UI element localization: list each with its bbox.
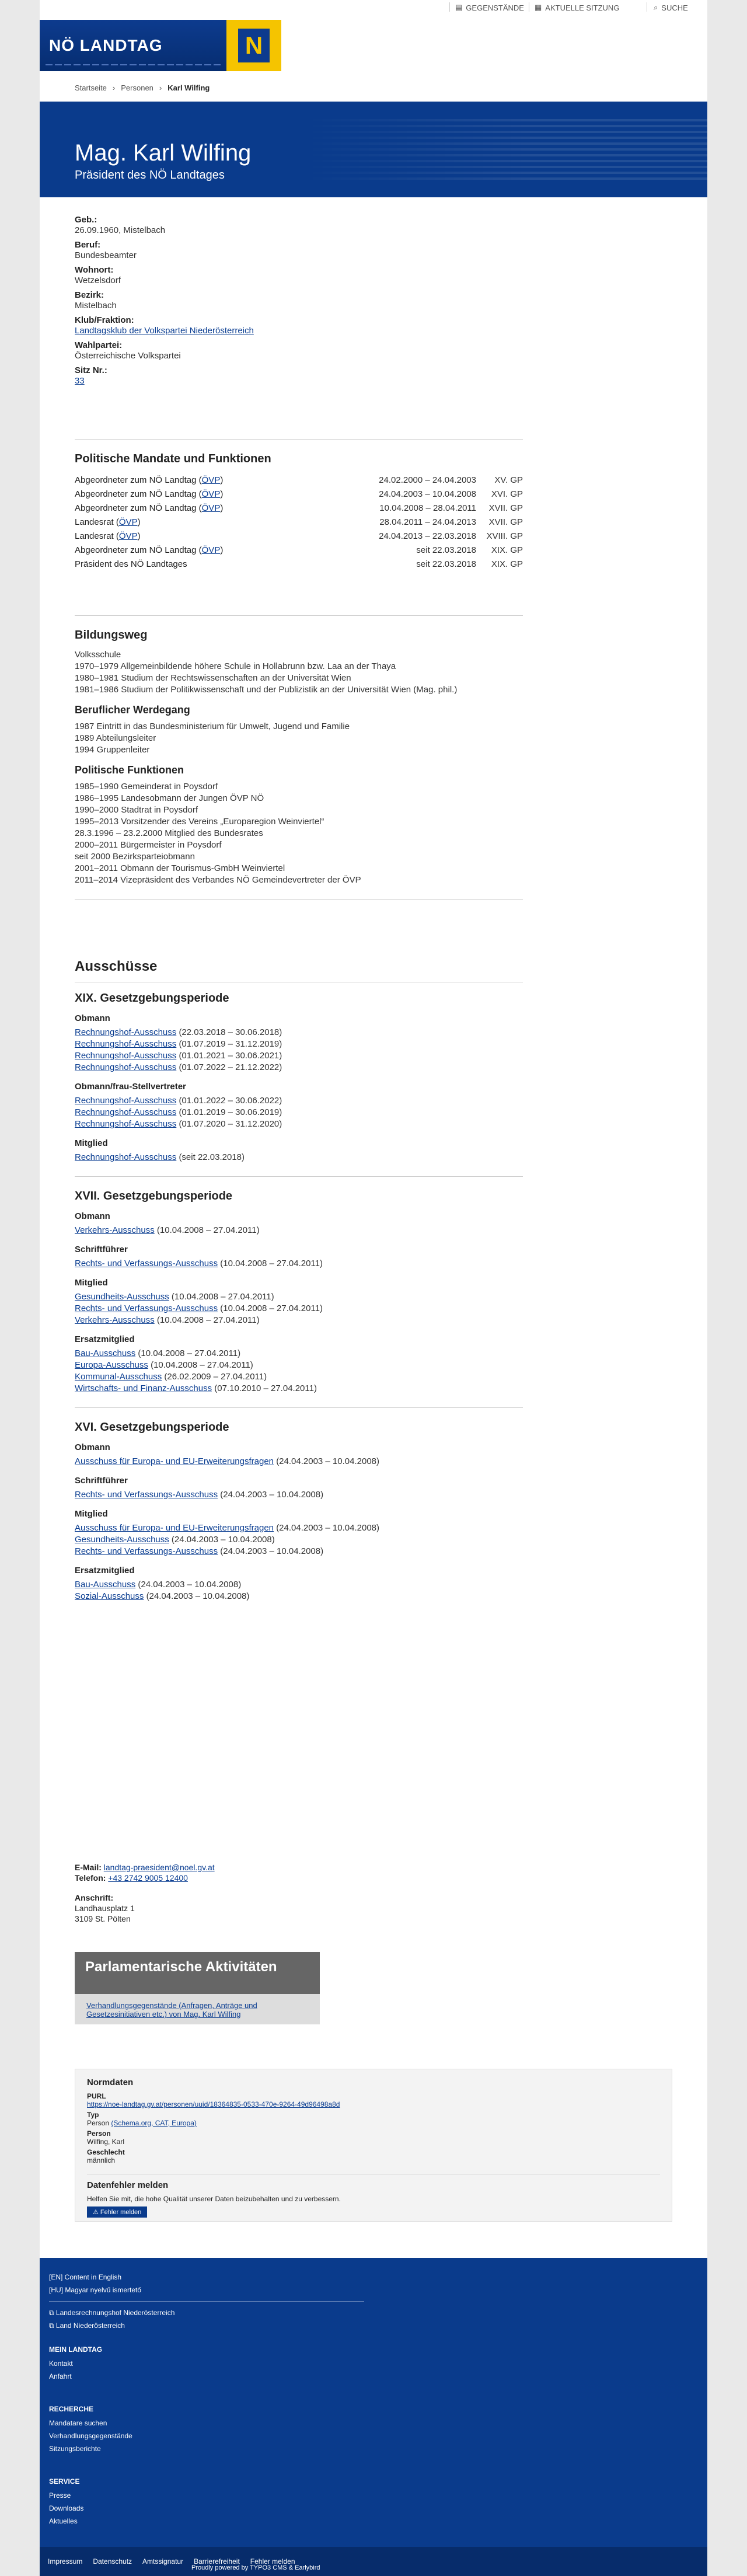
- type-label: Typ: [87, 2111, 99, 2119]
- type-value: Person: [87, 2119, 110, 2127]
- district-value: Mistelbach: [75, 301, 117, 311]
- birth-label: Geb.:: [75, 215, 97, 225]
- education-item: 1981–1986 Studium der Politikwissenschaft und der Publizistik an der Universität Wien (Mag. phil.): [75, 685, 458, 695]
- committee-entry: [75, 1383, 523, 1395]
- person-label: Person: [87, 2129, 111, 2138]
- residence-value: Wetzelsdorf: [75, 276, 121, 285]
- committee-entry: [75, 1579, 523, 1591]
- political-item: 1990–2000 Stadtrat in Poysdorf: [75, 805, 198, 815]
- util-gegenstaende[interactable]: [455, 2, 524, 13]
- committee-link[interactable]: Verkehrs-Ausschuss: [75, 1225, 155, 1235]
- committee-period: [75, 992, 523, 1177]
- committee-link[interactable]: Sozial-Ausschuss: [75, 1591, 144, 1601]
- committee-dates: (seit 22.03.2018): [179, 1152, 245, 1162]
- mandate-gp: XVIII. GP: [486, 531, 523, 541]
- page-subtitle: Präsident des NÖ Landtages: [75, 169, 225, 182]
- mandate-function: Abgeordneter zum NÖ Landtag (ÖVP): [75, 545, 224, 555]
- committee-entry: [75, 1591, 523, 1602]
- search-icon: ⌕: [654, 3, 658, 12]
- committee-dates: (24.04.2003 – 10.04.2008): [171, 1535, 275, 1545]
- committee-period-title: XVI. Gesetzgebungsperiode: [75, 1421, 229, 1434]
- mandate-dates: 24.04.2003 – 10.04.2008: [379, 489, 476, 499]
- person-value: Wilfing, Karl: [87, 2138, 125, 2146]
- chevron-right-icon: ›: [112, 83, 116, 92]
- committee-entry: [75, 1118, 523, 1130]
- committee-role: Obmann: [75, 1211, 110, 1221]
- contact-block: [75, 1862, 425, 1924]
- committee-periods: [75, 992, 523, 1602]
- mandate-gp: XVII. GP: [488, 517, 523, 527]
- committee-dates: (24.04.2003 – 10.04.2008): [276, 1456, 380, 1466]
- committee-dates: (10.04.2008 – 27.04.2011): [156, 1225, 260, 1235]
- committee-dates: (26.02.2009 – 27.04.2011): [164, 1372, 267, 1382]
- party-value: Österreichische Volkspartei: [75, 351, 181, 361]
- mandate-row: [75, 529, 523, 543]
- footer-link-lrh-label: Landesrechnungshof Niederösterreich: [55, 2309, 175, 2317]
- divider: [75, 439, 523, 440]
- committee-role: Mitglied: [75, 1509, 108, 1519]
- hero-stripes: [299, 119, 707, 183]
- committee-entry: [75, 1095, 523, 1107]
- mandate-row: [75, 487, 523, 501]
- logo-n-icon: N: [238, 29, 270, 62]
- divider: [75, 1176, 523, 1177]
- mandate-function-label: Landesrat: [75, 531, 114, 541]
- mandate-dates: seit 22.03.2018: [416, 545, 476, 555]
- committee-entry: [75, 1348, 523, 1360]
- logo-wordmark: NÖ LANDTAG: [40, 20, 226, 71]
- mandate-function: Landesrat (ÖVP): [75, 517, 141, 527]
- document-icon: ▤: [455, 3, 463, 12]
- footer-heading-recherche: RECHERCHE: [49, 2405, 94, 2413]
- committee-role: Mitglied: [75, 1138, 108, 1148]
- committee-entry: [75, 1050, 523, 1062]
- footer-aktuelles[interactable]: Aktuelles: [49, 2517, 78, 2525]
- committee-role: Ersatzmitglied: [75, 1566, 135, 1575]
- committee-dates: (07.10.2010 – 27.04.2011): [214, 1383, 317, 1393]
- committee-link[interactable]: Rechnungshof-Ausschuss: [75, 1039, 177, 1049]
- report-error-text: Helfen Sie mit, die hohe Qualität unserer Daten beizubehalten und zu verbessern.: [87, 2195, 341, 2203]
- committee-period: [75, 1421, 523, 1602]
- career-item: 1989 Abteilungsleiter: [75, 733, 156, 743]
- footer-powered: Proudly powered by TYPO3 CMS & Earlybird: [191, 2564, 320, 2571]
- address-line2: 3109 St. Pölten: [75, 1914, 131, 1923]
- footer-bottom-bar: [40, 2547, 707, 2576]
- footer-presse[interactable]: Presse: [49, 2491, 71, 2500]
- purl-link[interactable]: https://noe-landtag.gv.at/personen/uuid/18364835-0533-470e-9264-49d96498a8d: [87, 2100, 340, 2108]
- committee-link[interactable]: Ausschuss für Europa- und EU-Erweiterungsfragen: [75, 1456, 274, 1466]
- mandate-party-link[interactable]: ÖVP: [201, 489, 221, 499]
- mandate-gp: XV. GP: [494, 475, 523, 485]
- seat-link[interactable]: 33: [75, 376, 85, 386]
- political-item: 28.3.1996 – 23.2.2000 Mitglied des Bundesrates: [75, 828, 263, 838]
- mandate-gp: XVI. GP: [491, 489, 523, 499]
- mandate-dates: 28.04.2011 – 24.04.2013: [379, 517, 476, 527]
- breadcrumb-personen[interactable]: Personen: [121, 83, 153, 92]
- job-label: Beruf:: [75, 240, 101, 250]
- normdata-box: [75, 2069, 672, 2222]
- divider: [49, 2301, 364, 2302]
- committee-link[interactable]: Rechts- und Verfassungs-Ausschuss: [75, 1259, 218, 1268]
- mandate-row: [75, 473, 523, 487]
- mandate-dates: seit 22.03.2018: [416, 559, 476, 569]
- career-heading: Beruflicher Werdegang: [75, 704, 190, 716]
- footer-sitzungsberichte[interactable]: Sitzungsberichte: [49, 2445, 101, 2453]
- mandate-function-label: Abgeordneter zum NÖ Landtag: [75, 503, 197, 513]
- footer-barrierefreiheit[interactable]: Barrierefreiheit: [194, 2557, 240, 2565]
- divider: [75, 899, 523, 900]
- birth-value: 26.09.1960, Mistelbach: [75, 225, 166, 235]
- address-line1: Landhausplatz 1: [75, 1904, 135, 1913]
- committee-role: Mitglied: [75, 1278, 108, 1288]
- committee-entry: [75, 1107, 523, 1118]
- footer-lang-en[interactable]: [EN] Content in English: [49, 2273, 122, 2281]
- committee-link[interactable]: Rechts- und Verfassungs-Ausschuss: [75, 1546, 218, 1556]
- warning-icon: ⚠: [93, 2209, 100, 2216]
- util-suche-label: SUCHE: [661, 3, 688, 12]
- committee-dates: (10.04.2008 – 27.04.2011): [151, 1360, 253, 1370]
- political-item: 1985–1990 Gemeinderat in Poysdorf: [75, 782, 218, 792]
- political-heading: Politische Funktionen: [75, 764, 184, 776]
- parl-activity-link[interactable]: Verhandlungsgegenstände (Anfragen, Anträge und Gesetzesinitiativen etc.) von Mag. Karl Wilfing: [86, 2001, 257, 2019]
- committee-role: Obmann: [75, 1442, 110, 1452]
- email-label: E-Mail:: [75, 1863, 102, 1872]
- gender-label: Geschlecht: [87, 2148, 125, 2156]
- committee-dates: (10.04.2008 – 27.04.2011): [220, 1259, 323, 1268]
- external-link-icon: ⧉: [49, 2321, 56, 2330]
- committee-entry: [75, 1062, 523, 1073]
- footer-anfahrt[interactable]: Anfahrt: [49, 2372, 72, 2380]
- profile-details: [75, 215, 523, 387]
- footer-heading-mein-landtag: MEIN LANDTAG: [49, 2345, 103, 2354]
- job-value: Bundesbeamter: [75, 250, 137, 260]
- hero-banner: [40, 102, 707, 197]
- mandate-row: [75, 557, 523, 571]
- club-link[interactable]: Landtagsklub der Volkspartei Niederösterreich: [75, 326, 254, 336]
- committee-link[interactable]: Europa-Ausschuss: [75, 1360, 148, 1370]
- committee-dates: (01.07.2019 – 31.12.2019): [179, 1039, 282, 1049]
- committee-entry: [75, 1303, 523, 1315]
- mandate-dates: 10.04.2008 – 28.04.2011: [379, 503, 476, 513]
- career-list: [75, 721, 523, 756]
- committee-entry: [75, 1315, 523, 1326]
- footer-downloads[interactable]: Downloads: [49, 2504, 84, 2512]
- political-item: 1986–1995 Landesobmann der Jungen ÖVP NÖ: [75, 793, 264, 803]
- mandate-function: Abgeordneter zum NÖ Landtag (ÖVP): [75, 475, 224, 485]
- logo-badge: [226, 20, 281, 71]
- email-link[interactable]: landtag-praesident@noel.gv.at: [103, 1863, 215, 1872]
- committee-dates: (01.01.2022 – 30.06.2022): [179, 1096, 282, 1106]
- committee-dates: (01.01.2021 – 30.06.2021): [179, 1051, 282, 1061]
- committee-dates: (10.04.2008 – 27.04.2011): [220, 1303, 323, 1313]
- breadcrumb-current: Karl Wilfing: [167, 83, 210, 92]
- committee-link[interactable]: Rechnungshof-Ausschuss: [75, 1051, 177, 1061]
- mandates-section: [75, 439, 523, 571]
- committee-link[interactable]: Rechnungshof-Ausschuss: [75, 1062, 177, 1072]
- external-link-icon: ⧉: [49, 2309, 56, 2317]
- report-error-button[interactable]: [87, 2206, 147, 2218]
- committee-entry: [75, 1546, 523, 1557]
- footer-impressum[interactable]: Impressum: [48, 2557, 83, 2565]
- education-list: [75, 649, 523, 696]
- committee-dates: (24.04.2003 – 10.04.2008): [276, 1523, 380, 1533]
- committee-link[interactable]: Rechts- und Verfassungs-Ausschuss: [75, 1490, 218, 1500]
- mandate-party-link[interactable]: ÖVP: [201, 545, 221, 555]
- committee-link[interactable]: Rechnungshof-Ausschuss: [75, 1119, 177, 1129]
- mandate-dates: 24.02.2000 – 24.04.2003: [379, 475, 476, 485]
- committee-dates: (24.04.2003 – 10.04.2008): [220, 1546, 324, 1556]
- breadcrumb: [75, 82, 210, 93]
- career-item: 1994 Gruppenleiter: [75, 745, 150, 755]
- committee-entry: [75, 1522, 523, 1534]
- divider: [75, 615, 523, 616]
- mandate-function: Abgeordneter zum NÖ Landtag (ÖVP): [75, 503, 224, 513]
- committee-link[interactable]: Rechts- und Verfassungs-Ausschuss: [75, 1303, 218, 1313]
- committee-role: Schriftführer: [75, 1476, 128, 1486]
- mandate-party-link[interactable]: ÖVP: [118, 517, 138, 527]
- mandate-function-label: Abgeordneter zum NÖ Landtag: [75, 545, 197, 555]
- education-item: Volksschule: [75, 650, 121, 660]
- committee-link[interactable]: Bau-Ausschuss: [75, 1580, 136, 1589]
- committee-dates: (01.01.2019 – 30.06.2019): [179, 1107, 282, 1117]
- committee-entry: [75, 1225, 523, 1236]
- mandate-function: [75, 559, 330, 569]
- mandate-dates: 24.04.2013 – 22.03.2018: [379, 531, 476, 541]
- committee-link[interactable]: Gesundheits-Ausschuss: [75, 1292, 169, 1302]
- phone-link[interactable]: +43 2742 9005 12400: [108, 1873, 188, 1883]
- committee-entry: [75, 1027, 523, 1038]
- report-error-heading: Datenfehler melden: [87, 2180, 169, 2190]
- committee-dates: (01.07.2022 – 21.12.2022): [179, 1062, 282, 1072]
- mandate-party-link[interactable]: ÖVP: [201, 503, 221, 513]
- committee-entry: [75, 1291, 523, 1303]
- committees-heading: Ausschüsse: [75, 958, 158, 974]
- mandate-function-label: Landesrat: [75, 517, 114, 527]
- footer-heading-service: SERVICE: [49, 2477, 80, 2486]
- mandate-function: Abgeordneter zum NÖ Landtag (ÖVP): [75, 489, 224, 499]
- career-item: 1987 Eintritt in das Bundesministerium für Umwelt, Jugend und Familie: [75, 721, 350, 731]
- committee-entry: [75, 1534, 523, 1546]
- footer-mandatare[interactable]: Mandatare suchen: [49, 2419, 107, 2427]
- footer-link-land-label: Land Niederösterreich: [55, 2321, 125, 2330]
- district-label: Bezirk:: [75, 290, 104, 300]
- club-label: Klub/Fraktion:: [75, 315, 134, 325]
- mandate-row: [75, 543, 523, 557]
- residence-label: Wohnort:: [75, 265, 114, 275]
- committee-entry: [75, 1360, 523, 1371]
- committee-entry: [75, 1456, 523, 1467]
- committee-link[interactable]: Rechnungshof-Ausschuss: [75, 1152, 177, 1162]
- gender-value: männlich: [87, 2156, 116, 2164]
- footer-lang-hu[interactable]: [HU] Magyar nyelvű ismertető: [49, 2286, 142, 2294]
- committee-dates: (24.04.2003 – 10.04.2008): [146, 1591, 250, 1601]
- address-label: Anschrift:: [75, 1893, 114, 1902]
- util-aktuelle-sitzung-label: AKTUELLE SITZUNG: [545, 3, 620, 12]
- report-error-section: [87, 2174, 660, 2218]
- committee-link[interactable]: Wirtschafts- und Finanz-Ausschuss: [75, 1383, 212, 1393]
- footer-amtssignatur[interactable]: Amtssignatur: [142, 2557, 184, 2565]
- committee-role: Ersatzmitglied: [75, 1334, 135, 1344]
- political-item: 2011–2014 Vizepräsident des Verbandes NÖ Gemeindevertreter der ÖVP: [75, 875, 361, 885]
- mandate-function: Landesrat (ÖVP): [75, 531, 141, 541]
- committee-entry: [75, 1258, 523, 1270]
- committee-dates: (10.04.2008 – 27.04.2011): [138, 1348, 241, 1358]
- breadcrumb-home[interactable]: Startseite: [75, 83, 107, 92]
- purl-label: PURL: [87, 2092, 106, 2100]
- committee-link[interactable]: Bau-Ausschuss: [75, 1348, 136, 1358]
- divider: [75, 1407, 523, 1408]
- mandate-party-link[interactable]: ÖVP: [118, 531, 138, 541]
- committee-link[interactable]: Gesundheits-Ausschuss: [75, 1535, 169, 1545]
- committee-entry: [75, 1489, 523, 1501]
- chevron-right-icon: ›: [159, 83, 162, 92]
- page-title: Mag. Karl Wilfing: [75, 140, 252, 166]
- political-item: 2001–2011 Obmann der Tourismus-GmbH Weinviertel: [75, 863, 285, 873]
- footer-link-land[interactable]: [49, 2319, 364, 2332]
- committee-role: Schriftführer: [75, 1245, 128, 1254]
- education-item: 1980–1981 Studium der Rechtswissenschaften an der Universität Wien: [75, 673, 351, 683]
- committee-period-title: XVII. Gesetzgebungsperiode: [75, 1190, 233, 1202]
- mandate-party-link[interactable]: ÖVP: [201, 475, 221, 485]
- mandates-table: [75, 473, 523, 571]
- mandate-function-label: Präsident des NÖ Landtages: [75, 559, 187, 569]
- parl-activity-box: [75, 1952, 320, 2024]
- seat-label: Sitz Nr.:: [75, 365, 107, 375]
- mandate-row: [75, 515, 523, 529]
- education-item: 1970–1979 Allgemeinbildende höhere Schule in Hollabrunn bzw. Laa an der Thaya: [75, 661, 396, 671]
- parl-activity-heading: Parlamentarische Aktivitäten: [75, 1952, 320, 1994]
- normdata-heading: Normdaten: [87, 2077, 134, 2087]
- committee-link[interactable]: Rechnungshof-Ausschuss: [75, 1096, 177, 1106]
- party-label: Wahlpartei:: [75, 340, 123, 350]
- committee-entry: [75, 1038, 523, 1050]
- mandate-gp: XVII. GP: [488, 503, 523, 513]
- committee-role: Obmann/frau-Stellvertreter: [75, 1082, 186, 1092]
- political-item: 1995–2013 Vorsitzender des Vereins „Europaregion Weinviertel“: [75, 817, 324, 827]
- committee-period: [75, 1190, 523, 1408]
- committee-link[interactable]: Rechnungshof-Ausschuss: [75, 1027, 177, 1037]
- phone-label: Telefon:: [75, 1873, 106, 1883]
- site-logo[interactable]: [40, 20, 281, 71]
- site-footer: [40, 2258, 707, 2576]
- page: [40, 0, 707, 2576]
- committee-link[interactable]: Rechnungshof-Ausschuss: [75, 1107, 177, 1117]
- mandate-gp: XIX. GP: [491, 545, 523, 555]
- committee-link[interactable]: Ausschuss für Europa- und EU-Erweiterungsfragen: [75, 1523, 274, 1533]
- mandate-function-label: Abgeordneter zum NÖ Landtag: [75, 475, 197, 485]
- committee-dates: (01.07.2020 – 31.12.2020): [179, 1119, 282, 1129]
- committee-entry: [75, 1152, 523, 1163]
- political-item: seit 2000 Bezirksparteiobmann: [75, 852, 195, 862]
- committees-section: [75, 958, 523, 1602]
- committee-dates: (22.03.2018 – 30.06.2018): [179, 1027, 282, 1037]
- bio-sections: [75, 615, 523, 912]
- committee-dates: (24.04.2003 – 10.04.2008): [138, 1580, 242, 1589]
- political-list: [75, 781, 523, 886]
- political-item: 2000–2011 Bürgermeister in Poysdorf: [75, 840, 222, 850]
- footer-kontakt[interactable]: Kontakt: [49, 2359, 73, 2368]
- committee-entry: [75, 1371, 523, 1383]
- footer-datenschutz[interactable]: Datenschutz: [93, 2557, 132, 2565]
- committee-link[interactable]: Kommunal-Ausschuss: [75, 1372, 162, 1382]
- committee-role: Obmann: [75, 1013, 110, 1023]
- committee-dates: (24.04.2003 – 10.04.2008): [220, 1490, 324, 1500]
- committee-dates: (10.04.2008 – 27.04.2011): [171, 1292, 274, 1302]
- report-error-button-label: Fehler melden: [100, 2209, 142, 2216]
- footer-link-lrh[interactable]: [49, 2306, 364, 2319]
- type-links[interactable]: (Schema.org, CAT, Europa): [111, 2119, 197, 2127]
- footer-verhandlungsgegenstaende[interactable]: Verhandlungsgegenstände: [49, 2432, 132, 2440]
- util-aktuelle-sitzung[interactable]: [535, 2, 619, 13]
- calendar-icon: ▦: [535, 3, 542, 12]
- util-suche[interactable]: [654, 2, 688, 13]
- divider: [449, 2, 450, 12]
- mandate-gp: XIX. GP: [491, 559, 523, 569]
- mandates-heading: Politische Mandate und Funktionen: [75, 452, 271, 465]
- footer-fehler-melden[interactable]: Fehler melden: [250, 2557, 295, 2565]
- util-gegenstaende-label: GEGENSTÄNDE: [466, 3, 524, 12]
- mandate-row: [75, 501, 523, 515]
- education-heading: Bildungsweg: [75, 629, 148, 642]
- committee-dates: (10.04.2008 – 27.04.2011): [156, 1315, 260, 1325]
- mandate-function-label: Abgeordneter zum NÖ Landtag: [75, 489, 197, 499]
- committee-period-title: XIX. Gesetzgebungsperiode: [75, 992, 229, 1005]
- utility-bar: [40, 0, 707, 16]
- committee-link[interactable]: Verkehrs-Ausschuss: [75, 1315, 155, 1325]
